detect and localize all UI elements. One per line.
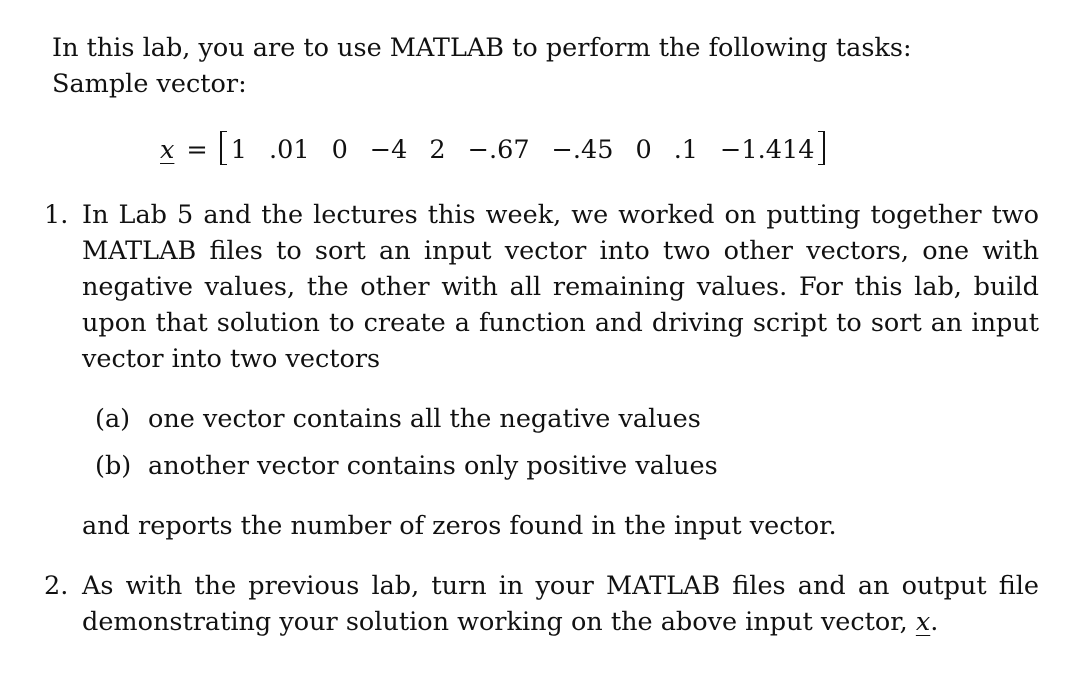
list-item-2-paragraph — [82, 568, 1039, 640]
list-item-number: 1. — [44, 200, 69, 230]
vector-element: .1 — [673, 135, 699, 165]
vector-element: 0 — [331, 135, 348, 165]
intro-line-2: Sample vector: — [52, 69, 247, 99]
sub-item-b — [95, 448, 718, 484]
paragraph-line: MATLAB files to sort an input vector into two other vectors, one with — [82, 236, 1039, 266]
vector-element: .01 — [269, 135, 310, 165]
paragraph-text: demonstrating your solution working on the above input vector, — [82, 607, 908, 637]
vector-element: −1.414 — [720, 135, 815, 165]
paragraph-line: vector into two vectors — [82, 344, 381, 374]
sub-item-label: (b) — [95, 451, 132, 481]
vector-element: 2 — [429, 135, 446, 165]
list-item-1-paragraph — [82, 197, 1039, 377]
vector-element: −.45 — [551, 135, 614, 165]
left-bracket — [220, 131, 227, 165]
paragraph-line: In Lab 5 and the lectures this week, we worked on putting together two — [82, 200, 1039, 230]
item-1-trailing: and reports the number of zeros found in the input vector. — [82, 511, 837, 541]
paragraph-line: negative values, the other with all remaining values. For this lab, build — [82, 272, 1039, 302]
vector-element: 0 — [635, 135, 652, 165]
paragraph-line: upon that solution to create a function and driving script to sort an input — [82, 308, 1039, 338]
vector-element: −.67 — [467, 135, 530, 165]
vector-element: 1 — [230, 135, 247, 165]
equation-variable: x — [160, 135, 175, 165]
sample-vector-equation — [160, 128, 825, 172]
right-bracket — [818, 131, 825, 165]
sub-item-text: one vector contains all the negative values — [148, 404, 701, 434]
sub-item-a — [95, 401, 701, 437]
vector-element: −4 — [369, 135, 408, 165]
inline-variable: x — [915, 607, 931, 637]
intro-line-1: In this lab, you are to use MATLAB to perform the following tasks: — [52, 33, 912, 63]
paragraph-line-last — [82, 604, 1039, 640]
list-item-number: 2. — [44, 571, 69, 601]
sub-item-text: another vector contains only positive values — [148, 451, 718, 481]
paragraph-line: As with the previous lab, turn in your MATLAB files and an output file — [82, 571, 1039, 601]
sentence-end: . — [930, 607, 939, 637]
sub-item-label: (a) — [95, 404, 131, 434]
equation-equals: = — [186, 135, 208, 165]
